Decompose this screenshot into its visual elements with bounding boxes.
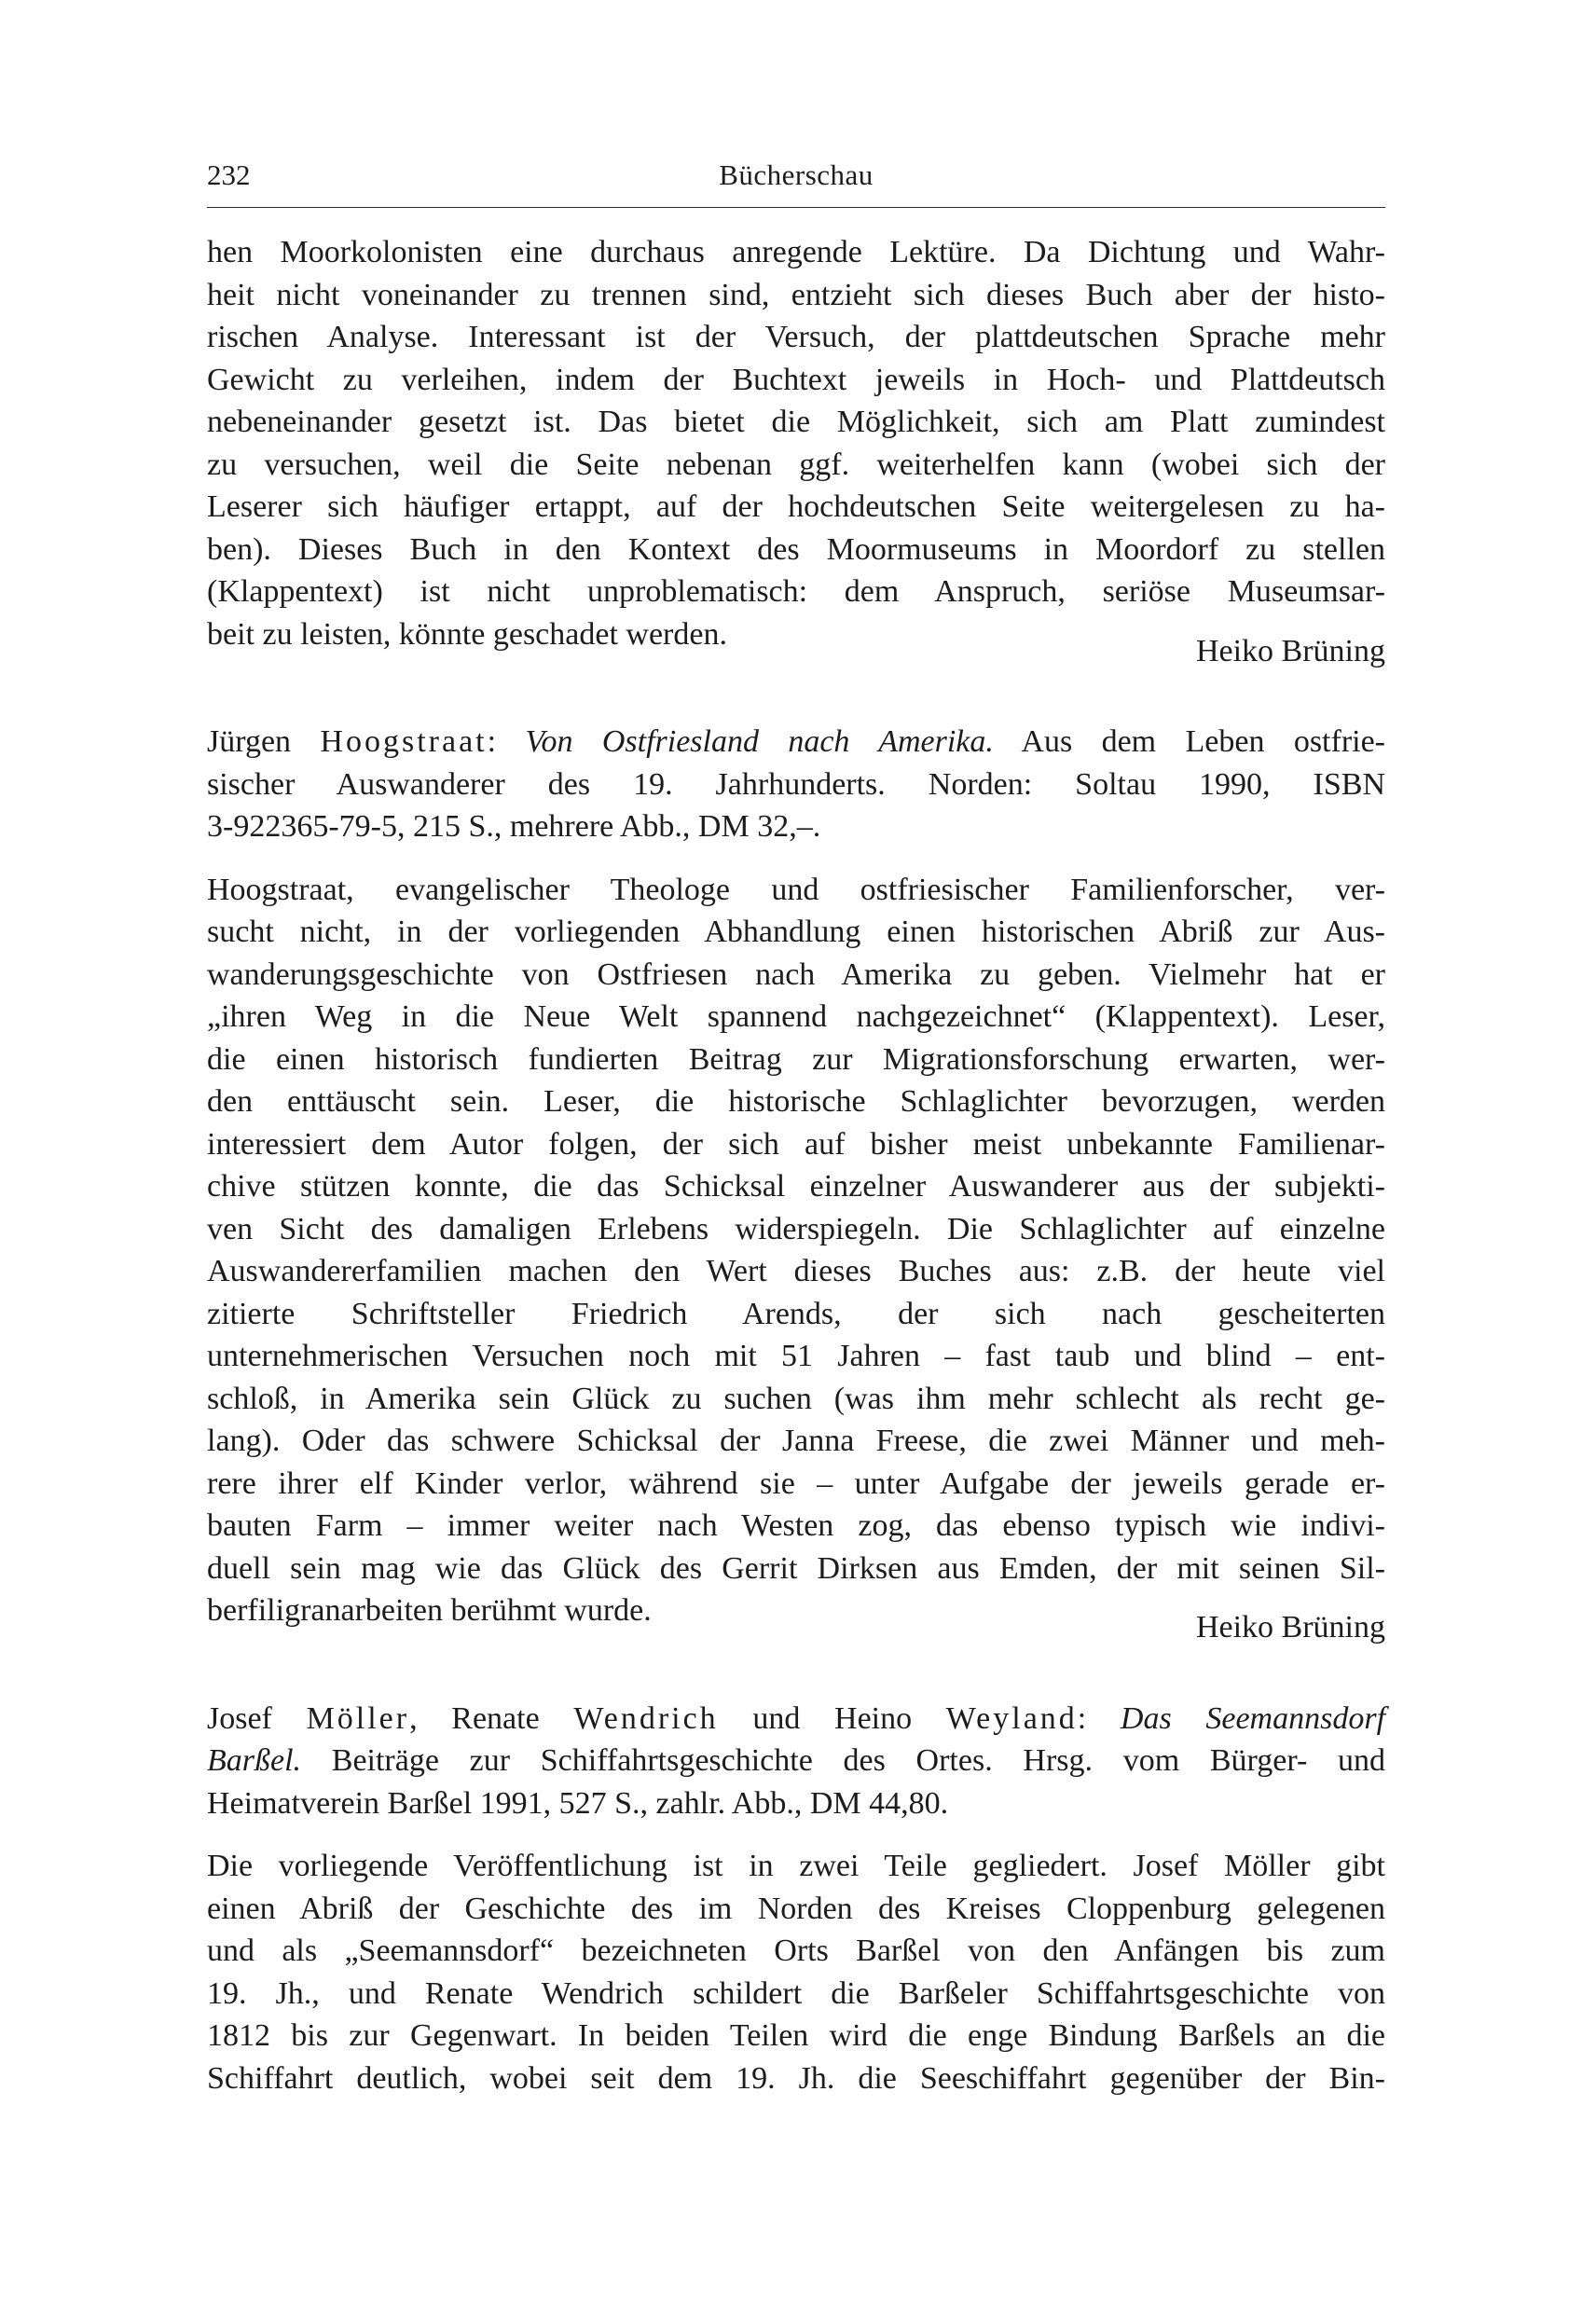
colon: : (1077, 1700, 1087, 1736)
text-line: den enttäuscht sein. Leser, die historische Schlaglichter bevorzugen, werden (207, 1084, 1385, 1119)
review-2-last-row (207, 1590, 1385, 1645)
review-3-bibliography (207, 1698, 1385, 1825)
text-line: und als „Seemannsdorf“ bezeichneten Orts Barßel von den Anfängen bis zum (207, 1934, 1385, 1968)
text-line: beit zu leisten, könnte geschadet werden. (207, 616, 727, 652)
text-line: zitierte Schriftsteller Friedrich Arends, der sich nach gescheiterten (207, 1296, 1385, 1331)
page-number: 232 (207, 158, 251, 191)
bibliography-text: Aus dem Leben ostfrie- (1021, 724, 1386, 759)
text-line: rischen Analyse. Interessant ist der Versuch, der plattdeutschen Sprache mehr (207, 320, 1385, 354)
review-1-body (207, 231, 1385, 668)
review-2-body (207, 869, 1385, 1645)
book-title: Von Ostfriesland nach Amerika. (525, 724, 994, 759)
page-header (207, 157, 1385, 208)
book-title: Das Seemannsdorf (1120, 1700, 1386, 1736)
text-line: ven Sicht des damaligen Erlebens widerspiegeln. Die Schlaglichter auf einzelne (207, 1211, 1385, 1246)
bibliography-line (207, 721, 1385, 764)
author-first-name: Jürgen (207, 724, 292, 759)
text-line: „ihren Weg in die Neue Welt spannend nachgezeichnet“ (Klappentext). Leser, (207, 999, 1385, 1034)
bibliography-line (207, 1698, 1385, 1741)
review-3-body (207, 1845, 1385, 2099)
text-line: Auswandererfamilien machen den Wert dieses Buches aus: z.B. der heute viel (207, 1254, 1385, 1288)
bibliography-line: Heimatverein Barßel 1991, 527 S., zahlr. Abb., DM 44,80. (207, 1785, 949, 1821)
text-line: sucht nicht, in der vorliegenden Abhandlung einen historischen Abriß zur Aus- (207, 915, 1385, 949)
author-first-name: Josef (207, 1700, 272, 1736)
bibliography-text: , Renate (409, 1700, 540, 1736)
text-line: zu versuchen, weil die Seite nebenan ggf. weiterhelfen kann (wobei sich der (207, 447, 1385, 482)
book-title: Barßel. (207, 1743, 302, 1778)
bibliography-line: 3-922365-79-5, 215 S., mehrere Abb., DM 32,–. (207, 809, 821, 844)
review-1-signature: Heiko Brüning (1195, 633, 1385, 668)
author-last-name: Hoogstraat (320, 724, 488, 759)
text-line: wanderungsgeschichte von Ostfriesen nach Amerika zu geben. Vielmehr hat er (207, 956, 1385, 992)
text-line: nebeneinander gesetzt ist. Das bietet die Möglichkeit, sich am Platt zumindest (207, 405, 1385, 439)
running-title: Bücherschau (719, 158, 874, 191)
bibliography-text: Beiträge zur Schiffahrtsgeschichte des Ortes. Hrsg. vom Bürger- und (331, 1743, 1386, 1778)
review-1-last-row (207, 613, 1385, 668)
text-line: 1812 bis zur Gegenwart. In beiden Teilen wird die enge Bindung Barßels an die (207, 2018, 1385, 2053)
text-line: heit nicht voneinander zu trennen sind, entzieht sich dieses Buch aber der histo- (207, 277, 1385, 312)
author-last-name: Wendrich (573, 1700, 719, 1736)
text-line: (Klappentext) ist nicht unproblematisch: dem Anspruch, seriöse Museumsar- (207, 574, 1385, 609)
text-line: die einen historisch fundierten Beitrag zur Migrationsforschung erwarten, wer- (207, 1041, 1385, 1077)
text-line: berfiligranarbeiten berühmt wurde. (207, 1593, 652, 1628)
text-line: interessiert dem Autor folgen, der sich auf bisher meist unbekannte Familienar- (207, 1126, 1385, 1162)
review-2-bibliography (207, 721, 1385, 848)
bibliography-text: und Heino (752, 1700, 913, 1736)
text-line: ben). Dieses Buch in den Kontext des Moormuseums in Moordorf zu stellen (207, 531, 1385, 567)
page-body (207, 231, 1385, 2099)
text-line: einen Abriß der Geschichte des im Norden des Kreises Cloppenburg gelegenen (207, 1891, 1385, 1926)
text-line: lang). Oder das schwere Schicksal der Janna Freese, die zwei Männer und meh- (207, 1424, 1385, 1458)
review-2-signature: Heiko Brüning (1195, 1610, 1385, 1645)
text-line: 19. Jh., und Renate Wendrich schildert die Barßeler Schiffahrtsgeschichte von (207, 1975, 1385, 2011)
text-line: Die vorliegende Veröffentlichung ist in zwei Teile gegliedert. Josef Möller gibt (207, 1849, 1385, 1883)
author-last-name: Weyland (945, 1700, 1078, 1736)
bibliography-line: sischer Auswanderer des 19. Jahrhunderts. Norden: Soltau 1990, ISBN (207, 766, 1385, 802)
text-line: Gewicht zu verleihen, indem der Buchtext jeweils in Hoch- und Plattdeutsch (207, 362, 1385, 397)
text-line: duell sein mag wie das Glück des Gerrit Dirksen aus Emden, der mit seinen Sil- (207, 1550, 1385, 1586)
text-line: chive stützen konnte, die das Schicksal einzelner Auswanderer aus der subjekti- (207, 1169, 1385, 1204)
author-last-name: Möller (306, 1700, 410, 1736)
text-line: Schiffahrt deutlich, wobei seit dem 19. Jh. die Seeschiffahrt gegenüber der Bin- (207, 2060, 1385, 2096)
text-line: Leserer sich häufiger ertappt, auf der hochdeutschen Seite weitergelesen zu ha- (207, 489, 1385, 524)
text-line: bauten Farm – immer weiter nach Westen zog, das ebenso typisch wie indivi- (207, 1508, 1385, 1543)
colon: : (487, 724, 497, 759)
text-line: rere ihrer elf Kinder verlor, während sie – unter Aufgabe der jeweils gerade er- (207, 1466, 1385, 1501)
bibliography-line (207, 1740, 1385, 1782)
text-line: hen Moorkolonisten eine durchaus anregende Lektüre. Da Dichtung und Wahr- (207, 235, 1385, 269)
text-line: unternehmerischen Versuchen noch mit 51 Jahren – fast taub und blind – ent- (207, 1339, 1385, 1373)
text-line: Hoogstraat, evangelischer Theologe und ostfriesischer Familienforscher, ver- (207, 872, 1385, 907)
text-line: schloß, in Amerika sein Glück zu suchen (was ihm mehr schlecht als recht ge- (207, 1381, 1385, 1416)
